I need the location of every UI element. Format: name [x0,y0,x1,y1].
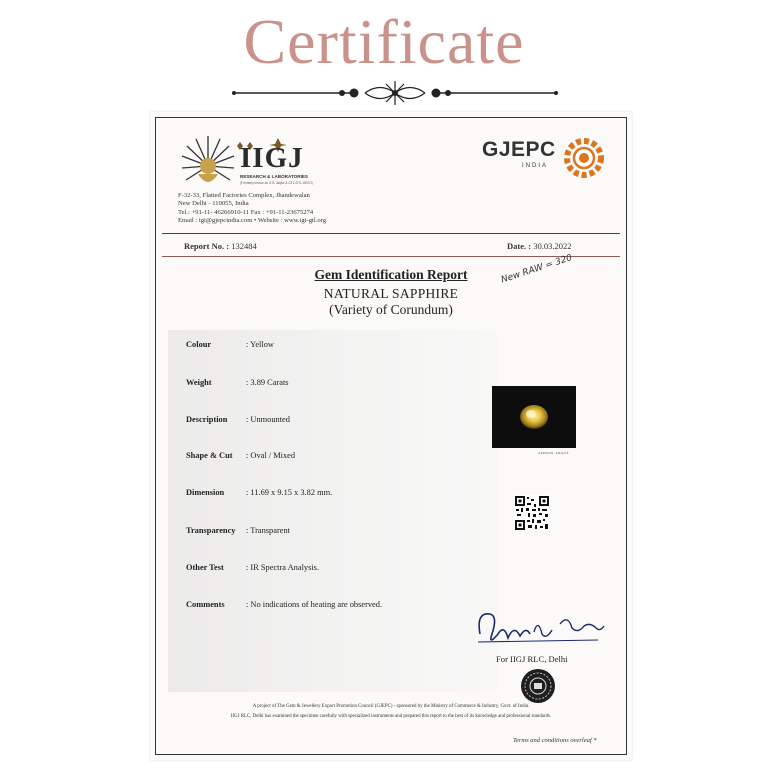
detail-label: Colour [186,340,212,349]
stone-name: NATURAL SAPPHIRE [323,286,459,301]
detail-value: : Oval / Mixed [246,451,296,460]
iigj-seal-icon [520,668,556,704]
detail-label: Transparency [186,526,236,535]
address-line: F-32-33, Flatted Factories Complex, Jhandewalan [178,192,310,199]
terms-link: Terms and conditions overleaf * [513,737,597,744]
detail-value: : Yellow [246,340,274,349]
qr-code [514,495,550,531]
certificate-sheet [150,112,632,760]
detail-value: : 11.69 x 9.15 x 3.82 mm. [246,488,333,497]
iigj-logo-note: (Formerly known as GTL Jaipur & GTL-GTL-GEGJ) [240,181,313,185]
detail-label: Shape & Cut [186,451,233,460]
signoff-line: For IIGJ RLC, Delhi [496,654,568,664]
report-number-value: 132484 [231,241,257,251]
detail-label: Dimension [186,488,225,497]
report-date-value: 30.03.2022 [533,241,572,251]
gem-photo-caption: APPROX. IMAGE [538,451,569,455]
address-line: Tel.: +91-11- 46266910-11 Fax : +91-11-23675274 [178,208,314,216]
certificate-banner-title: Certificate [243,6,525,77]
detail-value: : Unmounted [246,415,290,424]
detail-label: Other Test [186,563,224,572]
gjepc-logo-subtitle: INDIA [522,163,549,169]
detail-value: : IR Spectra Analysis. [246,563,320,572]
handwritten-note: New RAW = 320 [500,253,574,286]
stone-variety: (Variety of Corundum) [329,302,453,317]
address-line: Email : igi@gjepcindia.com • Website : www.igi-gtl.org [178,217,327,225]
header-rule [162,233,620,234]
report-rule [162,256,620,257]
address-line: New Delhi - 110055, India [178,200,249,208]
iigj-logo-subtitle: RESEARCH & LABORATORIES [240,174,308,179]
ornamental-divider [230,78,560,108]
gem-photo [492,386,576,448]
report-number: Report No. : 132484 [184,241,257,251]
detail-value: : Transparent [246,526,290,535]
gjepc-logo-text: GJEPC [482,138,556,161]
lab-address [178,192,326,226]
detail-value: : 3.89 Carats [246,378,289,387]
detail-label: Weight [186,378,212,387]
footer-note-1: A project of The Gem & Jewellery Export Promotion Council (GJEPC) - sponsored by the Ministry of Commerce & Industry, Govt. of India. [252,704,530,709]
signature [468,604,608,654]
report-date: Date. : 30.03.2022 [507,241,572,251]
footer-note-2: IIGJ RLC, Delhi has examined the specimen carefully with specialized instruments and prepared this report to the best of its knowledge and professional standards. [230,714,552,719]
detail-label: Description [186,415,228,424]
report-title: Gem Identification Report [314,267,468,282]
detail-value: : No indications of heating are observed. [246,600,383,609]
gjepc-gear-logo-icon [476,134,606,184]
iigj-logo-text: IIGJ [240,142,304,174]
detail-label: Comments [186,600,225,609]
